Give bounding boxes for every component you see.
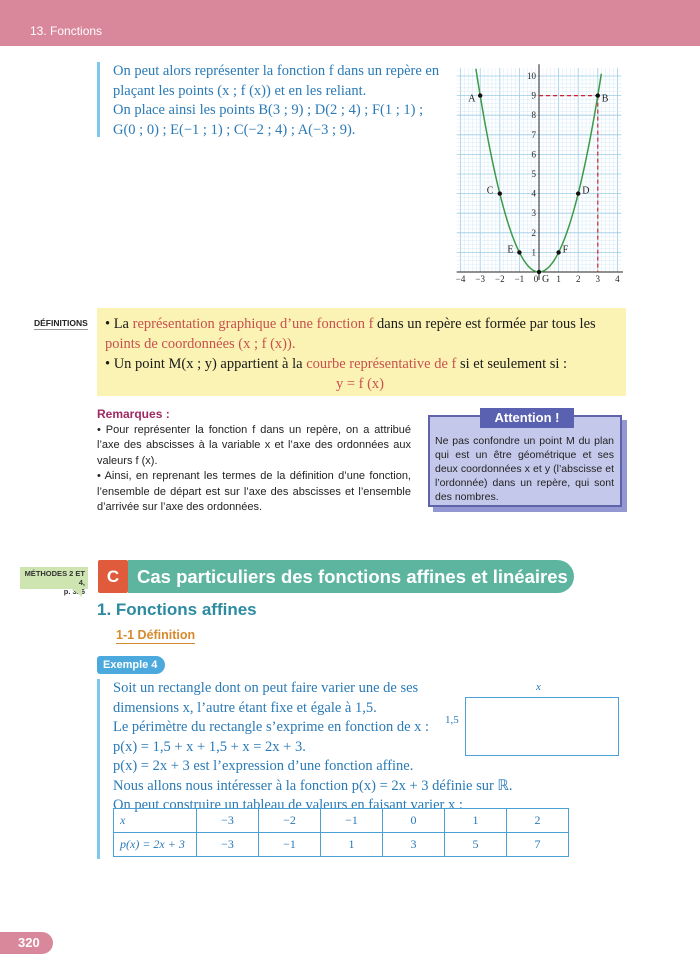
- example-line: On peut construire un tableau de valeurs en faisant varier x :: [113, 797, 463, 813]
- example-badge: Exemple 4: [97, 656, 165, 674]
- definition-1-cont: points de coordonnées (x ; f (x)).: [105, 336, 296, 352]
- table-cell: 1: [445, 809, 507, 833]
- x-tick-label: 2: [575, 274, 581, 284]
- example-line: Soit un rectangle dont on peut faire varier une de ses: [113, 680, 419, 696]
- table-cell: 5: [445, 833, 507, 857]
- y-tick-label: 9: [531, 90, 536, 101]
- rectangle-height-label: 1,5: [445, 714, 459, 726]
- point-label: C: [486, 185, 494, 197]
- x-tick-label: −4: [455, 274, 466, 284]
- point-label: F: [562, 244, 569, 256]
- example-line: p(x) = 1,5 + x + 1,5 + x = 2x + 3.: [113, 738, 306, 755]
- table-row-head: x: [114, 809, 197, 833]
- x-tick-label: 1: [556, 274, 561, 284]
- point-b: [596, 93, 600, 97]
- point-label: E: [507, 244, 514, 256]
- intro-line: G(0 ; 0) ; E(−1 ; 1) ; C(−2 ; 4) ; A(−3 ; 9).: [113, 121, 356, 138]
- point-c: [498, 191, 502, 195]
- point-f: [556, 250, 560, 254]
- subsection-title: 1. Fonctions affines: [97, 600, 257, 619]
- table-cell: −2: [259, 809, 321, 833]
- table-cell: 2: [507, 809, 569, 833]
- y-tick-label: 4: [531, 188, 536, 199]
- methodes-page: p. 326: [63, 587, 85, 596]
- methodes-arrow: [72, 589, 82, 597]
- y-tick-label: 5: [531, 169, 536, 179]
- remarque-1: • Pour représenter la fonction f dans un repère, on a attribué l’axe des abscisses à la variable x et l’axe des ordonnées aux valeurs f (x).: [97, 423, 411, 467]
- y-tick-label: 7: [531, 129, 536, 140]
- def-highlight: représentation graphique d’une fonction f: [132, 316, 374, 332]
- example-line: dimensions x, l’autre étant fixe et égale à 1,5.: [113, 699, 377, 716]
- point-label: A: [468, 93, 476, 105]
- table-cell: 3: [383, 833, 445, 857]
- x-tick-label: 4: [615, 274, 620, 284]
- remarques: [97, 407, 411, 516]
- table-row: [114, 809, 569, 833]
- intro-side-bar: [97, 62, 100, 137]
- attention-box: [428, 410, 622, 507]
- intro-line: On place ainsi les points B(3 ; 9) ; D(2 ; 4) ; F(1 ; 1) ;: [113, 102, 424, 118]
- table-cell: −1: [259, 833, 321, 857]
- parabola-graph: [451, 62, 623, 290]
- def-text: • La: [105, 316, 133, 332]
- table-cell: 0: [383, 809, 445, 833]
- intro-text: [113, 62, 443, 140]
- subsubsection-title: 1-1 Définition: [116, 628, 196, 642]
- methodes-line: MÉTHODES 2 ET 4,: [24, 569, 85, 587]
- remarque-2: • Ainsi, en reprenant les termes de la définition d’une fonction, l’ensemble de départ est sur l’axe des abscisses et l’ensemble d’arrivée sur l’axe des ordonnées.: [97, 470, 411, 513]
- x-tick-label: 3: [595, 274, 601, 284]
- example-line: p(x) = 2x + 3 est l’expression d’une fonction affine.: [113, 758, 414, 774]
- definition-equation: y = f (x): [335, 376, 385, 392]
- def-highlight: courbe représentative de f: [306, 356, 457, 372]
- table-cell: 7: [507, 833, 569, 857]
- point-label: D: [582, 185, 590, 197]
- y-tick-label: 8: [531, 110, 536, 121]
- y-tick-label: 10: [527, 71, 536, 81]
- point-label: B: [601, 93, 609, 105]
- page-number: 320: [0, 932, 53, 954]
- chapter-title: 13. Fonctions: [30, 24, 103, 38]
- section-title: Cas particuliers des fonctions affines et linéaires: [128, 560, 574, 593]
- rectangle-figure: [465, 697, 619, 756]
- x-tick-label: 0: [533, 274, 539, 284]
- y-tick-label: 1: [531, 247, 536, 258]
- remarques-title: Remarques :: [97, 407, 170, 421]
- definitions-tag: DÉFINITIONS: [34, 318, 88, 328]
- x-tick-label: −2: [495, 274, 505, 284]
- table-cell: −3: [197, 809, 259, 833]
- intro-line: plaçant les points (x ; f (x)) et en les reliant.: [113, 82, 367, 99]
- def-text: dans un repère est formée par tous les: [373, 316, 596, 332]
- rectangle-width-label: x: [536, 681, 541, 693]
- y-tick-label: 6: [531, 149, 536, 160]
- values-table: [113, 808, 569, 857]
- point-d: [576, 191, 580, 195]
- attention-label: Attention !: [480, 408, 574, 428]
- definition-1: [105, 314, 615, 334]
- table-cell: −1: [321, 809, 383, 833]
- example-line: Nous allons nous intéresser à la fonction p(x) = 2x + 3 définie sur ℝ.: [113, 777, 513, 794]
- example-side-bar: [97, 679, 100, 859]
- x-tick-label: −3: [475, 274, 485, 284]
- point-label: G: [542, 274, 550, 285]
- def-text: si et seulement si :: [456, 356, 568, 372]
- y-tick-label: 3: [531, 208, 536, 219]
- table-cell: −3: [197, 833, 259, 857]
- point-e: [517, 250, 521, 254]
- point-a: [478, 93, 482, 97]
- table-cell: 1: [321, 833, 383, 857]
- header-bar: [0, 0, 700, 46]
- section-letter: C: [98, 560, 128, 593]
- x-tick-label: −1: [514, 274, 525, 284]
- y-tick-label: 2: [531, 227, 536, 238]
- example-line: Le périmètre du rectangle s’exprime en fonction de x :: [113, 719, 430, 735]
- definition-2: [105, 354, 615, 374]
- table-row-head: p(x) = 2x + 3: [114, 833, 197, 857]
- definitions-box: [97, 308, 626, 396]
- table-row: [114, 833, 569, 857]
- methodes-tag: [20, 567, 88, 596]
- point-g: [537, 270, 541, 274]
- intro-line: On peut alors représenter la fonction f dans un repère en: [113, 63, 440, 79]
- attention-text: Ne pas confondre un point M du plan qui est un être géométrique et ses deux coordonnées x et y (l’abscisse et l’ordonnée) dans un repère, qui sont des nombres.: [435, 435, 614, 503]
- def-text: • Un point M(x ; y) appartient à la: [105, 356, 307, 372]
